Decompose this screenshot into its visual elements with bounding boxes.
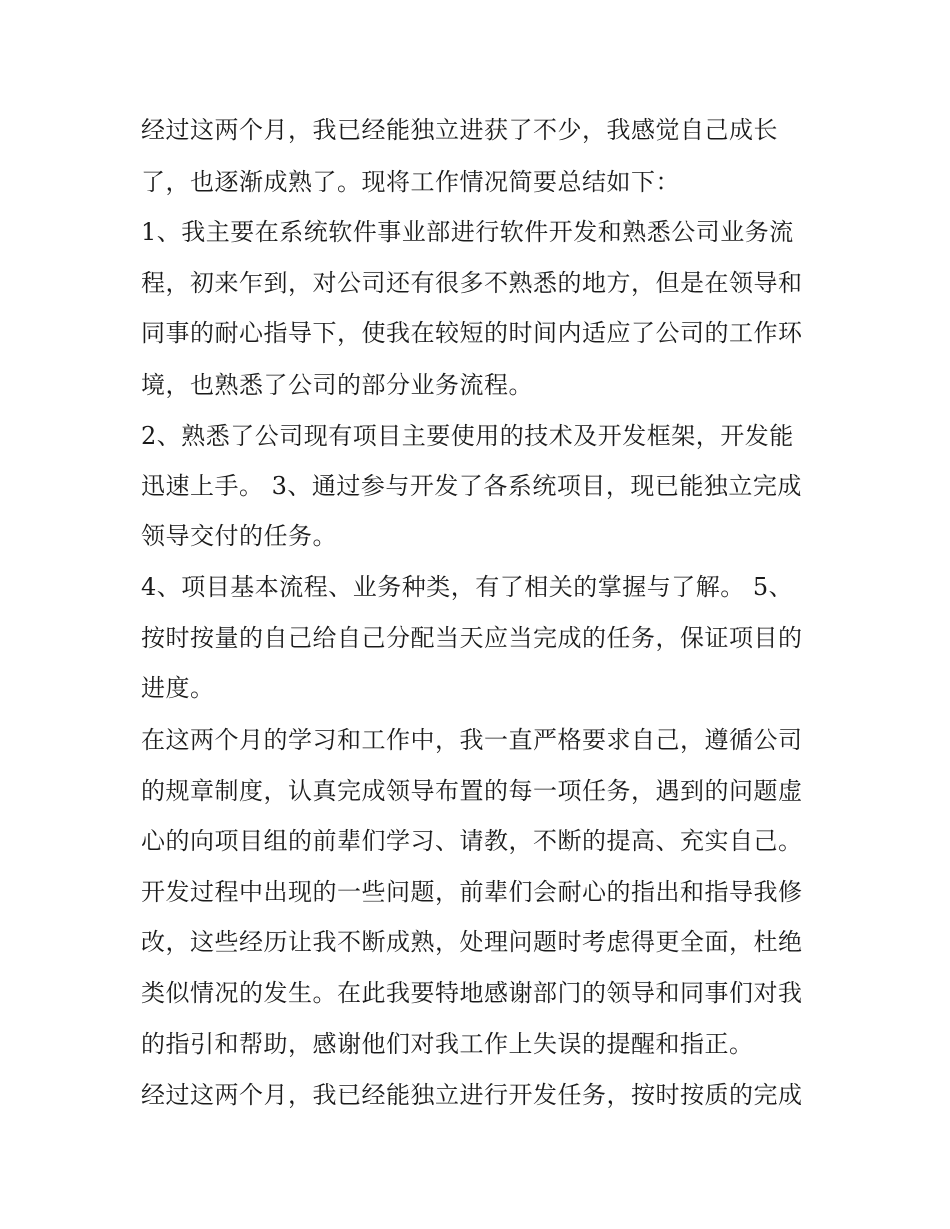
text-line: 开发过程中出现的一些问题，前辈们会耐心的指出和指导我修 [141,878,803,906]
text-line: 境，也熟悉了公司的部分业务流程。 [141,371,533,399]
text-line: 在这两个月的学习和工作中，我一直严格要求自己，遵循公司 [141,726,803,754]
text-line: 2、熟悉了公司现有项目主要使用的技术及开发框架，开发能 [141,422,794,450]
text-line: 1、我主要在系统软件事业部进行软件开发和熟悉公司业务流 [141,218,794,246]
text-line: 同事的耐心指导下，使我在较短的时间内适应了公司的工作环 [141,319,803,347]
text-line: 的指引和帮助，感谢他们对我工作上失误的提醒和指正。 [141,1030,754,1058]
text-line: 经过这两个月，我已经能独立进行开发任务，按时按质的完成 [141,1081,803,1109]
text-line: 经过这两个月，我已经能独立进获了不少，我感觉自己成长 [141,116,778,144]
text-line: 心的向项目组的前辈们学习、请教，不断的提高、充实自己。 [141,827,803,855]
text-line: 了，也逐渐成熟了。现将工作情况简要总结如下： [141,168,680,196]
text-line: 进度。 [141,674,215,702]
text-line: 类似情况的发生。在此我要特地感谢部门的领导和同事们对我 [141,979,803,1007]
text-line: 程，初来乍到，对公司还有很多不熟悉的地方，但是在领导和 [141,269,803,297]
text-line: 4、项目基本流程、业务种类，有了相关的掌握与了解。 5、 [141,573,794,601]
text-line: 迅速上手。 3、通过参与开发了各系统项目，现已能独立完成 [141,472,802,500]
text-line: 的规章制度，认真完成领导布置的每一项任务，遇到的问题虚 [141,777,803,805]
text-line: 按时按量的自己给自己分配当天应当完成的任务，保证项目的 [141,624,803,652]
text-line: 领导交付的任务。 [141,522,337,550]
text-line: 改，这些经历让我不断成熟，处理问题时考虑得更全面，杜绝 [141,928,803,956]
